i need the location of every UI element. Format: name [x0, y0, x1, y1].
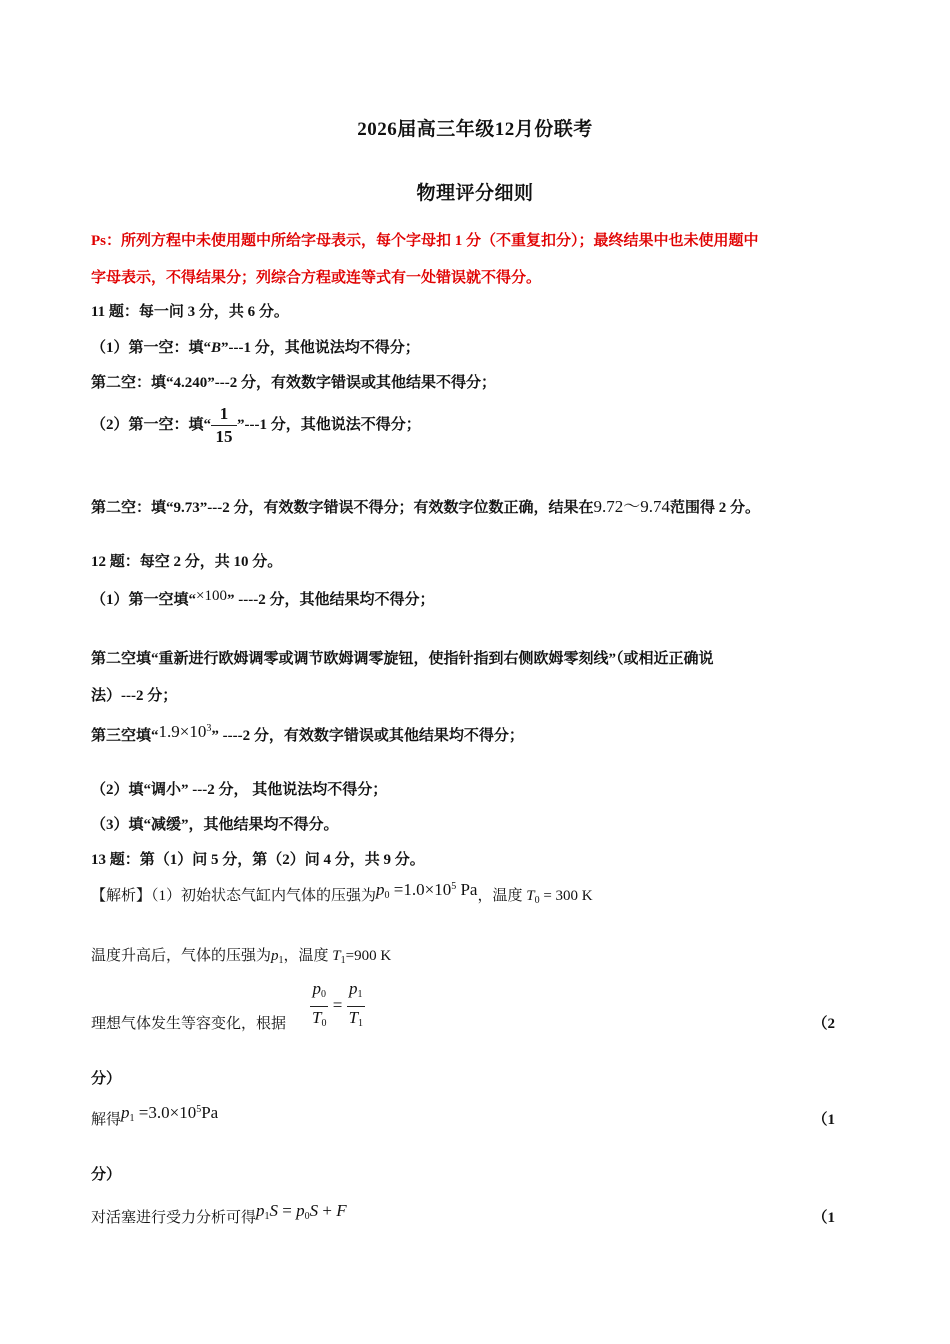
fraction-p0-T0 [310, 978, 328, 1035]
q13-analysis-5 [91, 1201, 347, 1228]
p1-var: p [271, 948, 279, 964]
q13-a1-pre: 【解析】（1）初始状态气缸内气体的压强为 [91, 888, 377, 904]
doc-title: 2026届高三年级12月份联考 [357, 119, 593, 140]
q13-analysis-4 [91, 1103, 219, 1130]
frac-num-l [310, 978, 328, 1007]
fb-p1: p [256, 1201, 265, 1220]
q12-p3-post: ” ----2 分，有效数字错误或其他结果均不得分； [211, 728, 524, 744]
q11-p1-post: ”---1 分，其他说法均不得分； [221, 340, 420, 356]
q13-a5-text: 对活塞进行受力分析可得 [91, 1210, 257, 1226]
q12-p3-pre: 第三空填“ [91, 728, 159, 744]
T1-value: =900 K [345, 948, 392, 964]
p1r-var: p [121, 1103, 130, 1122]
p0-value: =1.0×10 [393, 880, 452, 899]
q11-heading: 11 题：每一问 3 分，共 6 分。 [91, 304, 289, 320]
sci-base: 1.9×10 [158, 722, 207, 741]
q12-p1-post: ” ----2 分，其他结果均不得分； [226, 592, 435, 608]
T0-value: = 300 K [539, 888, 593, 904]
q13-analysis-2 [91, 944, 391, 966]
T1-var: T [332, 948, 341, 964]
q12-part2: （2）填“调小” ---2 分， 其他说法均不得分； [91, 782, 388, 798]
q11-p4-post: 范围得 2 分。 [670, 500, 761, 516]
T1-sub: 1 [340, 955, 346, 966]
frac-num-r [347, 978, 365, 1007]
fraction-den: 15 [215, 427, 233, 446]
fb-eq: = [278, 1201, 297, 1220]
p1r-sub: 1 [129, 1113, 135, 1124]
gas-law-equation [310, 978, 365, 1035]
sci-exp: 3 [206, 723, 212, 734]
q12-part3: （3）填“减缓”，其他结果均不得分。 [91, 817, 339, 833]
p0-exp: 5 [451, 881, 457, 892]
q13-a2-pre: 温度升高后，气体的压强为 [91, 948, 272, 964]
q11-part2-blank1 [91, 403, 421, 448]
T-var: T [526, 888, 535, 904]
p-sub: 0 [384, 890, 390, 901]
fb-p0: p [296, 1201, 305, 1220]
fraction-1-15 [211, 403, 237, 448]
ps-note-line1: Ps：所列方程中未使用题中所给字母表示，每个字母扣 1 分（不重复扣分）；最终结果中也未使用题中 [91, 233, 759, 249]
den-l-sub: 0 [321, 1018, 327, 1029]
q12-heading: 12 题：每空 2 分，共 10 分。 [91, 554, 283, 570]
fraction-p1-T1 [347, 978, 365, 1035]
q12-blank2-line1: 第二空填“重新进行欧姆调零或调节欧姆调零旋钮，使指针指到右侧欧姆零刻线”（或相近正确说 [91, 651, 714, 667]
q13-a1-post: ，温度 [477, 888, 527, 904]
den-l-var: T [312, 1008, 322, 1027]
fb-plus: + [318, 1201, 337, 1220]
q12-blank3 [91, 724, 524, 745]
range-math: 9.72～9.74 [593, 497, 670, 516]
q11-p3-post: ”---1 分，其他说法不得分； [237, 416, 421, 433]
p0-math [376, 880, 477, 899]
q12-p1-pre: （1）第一空填“ [91, 592, 197, 608]
p1r-exp: 5 [196, 1104, 202, 1115]
score-1-b: 分） [91, 1167, 122, 1183]
den-r-sub: 1 [358, 1018, 364, 1029]
q13-a3-text: 理想气体发生等容变化，根据 [91, 1016, 287, 1032]
force-balance-math [256, 1201, 347, 1220]
fb-p1-sub: 1 [264, 1211, 270, 1222]
q11-p1-var: B [211, 340, 222, 356]
q13-a2-mid: ，温度 [283, 948, 333, 964]
den-r-var: T [348, 1008, 359, 1027]
fraction-num: 1 [211, 403, 237, 426]
q12-part1-blank1 [91, 588, 434, 609]
num-r-var: p [349, 979, 358, 998]
q11-p4-pre: 第二空：填“9.73”---2 分，有效数字错误不得分；有效数字位数正确，结果在 [91, 500, 594, 516]
num-r-sub: 1 [357, 989, 363, 1000]
ps-note-line2: 字母表示，不得结果分；列综合方程或连等式有一处错误就不得分。 [91, 270, 542, 286]
num-l-sub: 0 [320, 989, 326, 1000]
q11-p3-pre: （2）第一空：填“ [91, 416, 212, 433]
q13-heading: 13 题：第（1）问 5 分，第（2）问 4 分，共 9 分。 [91, 852, 425, 868]
q13-analysis-3 [91, 1012, 286, 1033]
q11-p1-pre: （1）第一空：填“ [91, 340, 212, 356]
p1r-value: =3.0×10 [138, 1103, 197, 1122]
score-1-c: （1 [812, 1210, 835, 1226]
p1r-unit: Pa [201, 1103, 219, 1122]
p1-result-math [121, 1103, 218, 1122]
p0-unit: Pa [456, 880, 478, 899]
doc-subtitle: 物理评分细则 [416, 183, 534, 204]
q13-analysis-1 [91, 880, 593, 906]
T-sub: 0 [534, 895, 540, 906]
frac-den-r [347, 1007, 365, 1035]
fb-S2: S [309, 1201, 319, 1220]
sci-notation-math [159, 722, 212, 741]
q13-a4-text: 解得 [91, 1112, 122, 1128]
score-2-a: （2 [812, 1016, 835, 1032]
num-l-var: p [312, 979, 321, 998]
frac-den-l [310, 1007, 328, 1035]
q11-part1-blank1 [91, 336, 420, 357]
equals-sign: = [332, 995, 343, 1015]
q12-blank2-line2: 法）---2 分； [91, 688, 178, 704]
p-var: p [376, 880, 385, 899]
q11-part2-blank2 [91, 492, 760, 517]
x100-math: ×100 [196, 588, 227, 604]
fb-F: F [336, 1201, 347, 1220]
score-2-b: 分） [91, 1071, 122, 1087]
p1-sub: 1 [278, 955, 284, 966]
score-1-a: （1 [812, 1112, 835, 1128]
q11-part1-blank2: 第二空：填“4.240”---2 分，有效数字错误或其他结果不得分； [91, 375, 496, 391]
fb-S1: S [269, 1201, 279, 1220]
fb-p0-sub: 0 [304, 1211, 310, 1222]
